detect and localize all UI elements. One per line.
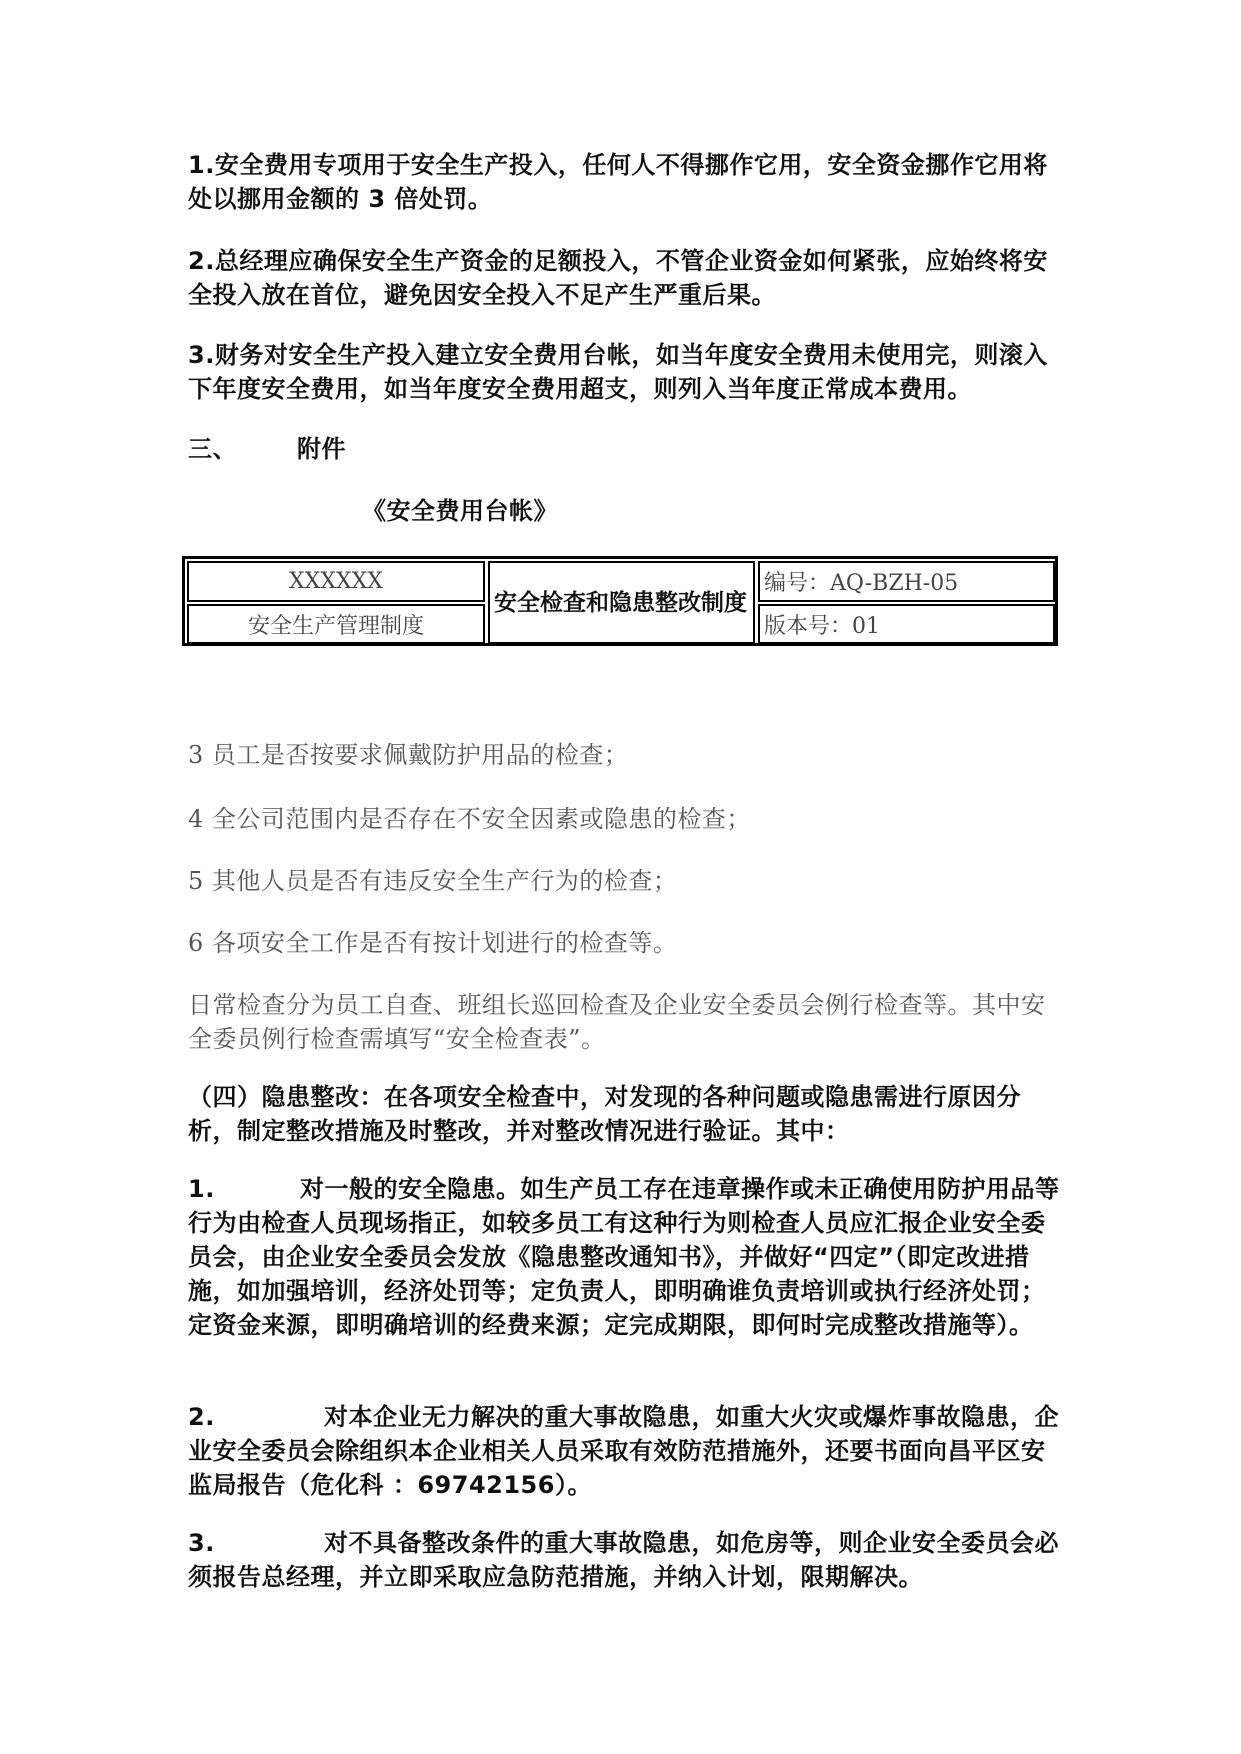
attachment-title: 《安全费用台帐》 — [362, 497, 558, 525]
section-three-label: 附件 — [297, 435, 346, 463]
rectification-item-2-number: 2. — [188, 1403, 215, 1431]
document-header-table — [182, 556, 1058, 646]
rectification-intro: （四）隐患整改：在各项安全检查中，对发现的各种问题或隐患需进行原因分析，制定整改措施及时整改，并对整改情况进行验证。其中： — [188, 1083, 1021, 1145]
paragraph-safety-fund-usage: 1.安全费用专项用于安全生产投入，任何人不得挪作它用，安全资金挪作它用将处以挪用金额的 3 倍处罚。 — [188, 151, 1048, 213]
rectification-item-3-number: 3. — [188, 1529, 215, 1557]
rectification-item-1-number: 1. — [188, 1175, 215, 1203]
section-three-number: 三、 — [188, 435, 237, 463]
check-item-3: 3 员工是否按要求佩戴防护用品的检查； — [188, 741, 629, 769]
rectification-item-2 — [188, 1400, 1060, 1502]
rectification-item-3-text: 对不具备整改条件的重大事故隐患，如危房等，则企业安全委员会必须报告总经理，并立即采取应急防范措施，并纳入计划，限期解决。 — [188, 1529, 1059, 1591]
version-cell: 版本号：01 — [758, 604, 1055, 644]
check-item-5: 5 其他人员是否有违反安全生产行为的检查； — [188, 867, 678, 895]
document-title-cell: 安全检查和隐患整改制度 — [488, 561, 755, 644]
section-three-heading — [188, 432, 1060, 466]
rectification-item-3 — [188, 1526, 1060, 1594]
rectification-item-1 — [188, 1172, 1060, 1342]
document-number-cell: 编号：AQ-BZH-05 — [758, 561, 1055, 602]
category-cell: 安全生产管理制度 — [187, 604, 485, 644]
rectification-item-2-text: 对本企业无力解决的重大事故隐患，如重大火灾或爆炸事故隐患，企业安全委员会除组织本企业相关人员采取有效防范措施外，还要书面向昌平区安监局报告（危化科 ：69742156）。 — [188, 1403, 1059, 1499]
daily-check-paragraph: 日常检查分为员工自查、班组长巡回检查及企业安全委员会例行检查等。其中安全委员例行检查需填写“安全检查表”。 — [188, 991, 1046, 1053]
company-cell: XXXXXX — [187, 561, 485, 602]
paragraph-fund-guarantee: 2.总经理应确保安全生产资金的足额投入，不管企业资金如何紧张，应始终将安全投入放在首位，避免因安全投入不足产生严重后果。 — [188, 247, 1048, 309]
check-item-6: 6 各项安全工作是否有按计划进行的检查等。 — [188, 929, 678, 957]
check-item-4: 4 全公司范围内是否存在不安全因素或隐患的检查； — [188, 805, 751, 833]
paragraph-fund-ledger: 3.财务对安全生产投入建立安全费用台帐，如当年度安全费用未使用完，则滚入下年度安全费用，如当年度安全费用超支，则列入当年度正常成本费用。 — [188, 341, 1048, 403]
rectification-item-1-text: 对一般的安全隐患。如生产员工存在违章操作或未正确使用防护用品等行为由检查人员现场指正，如较多员工有这种行为则检查人员应汇报企业安全委员会，由企业安全委员会发放《隐患整改通知书》，并做好“四定”（即定改进措施，如加强培训，经济处罚等；定负责人，即明确谁负责培训或执行经济处罚；定资金来源，即明确培训的经费来源；定完成期限，即何时完成整改措施等）。 — [188, 1175, 1060, 1339]
